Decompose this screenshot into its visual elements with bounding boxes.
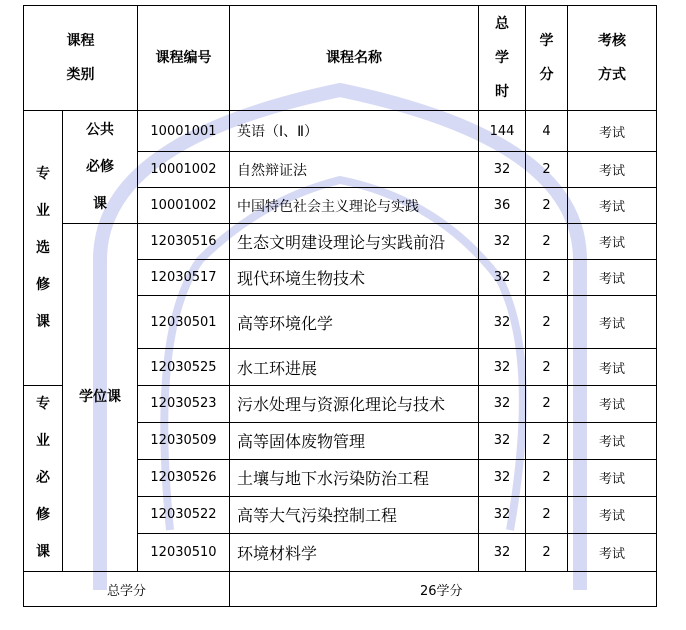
course-assessment: 考试: [568, 111, 657, 152]
course-credits: 4: [526, 111, 568, 152]
course-name: 中国特色社会主义理论与实践: [230, 188, 479, 224]
course-code: 12030522: [138, 496, 230, 533]
course-code: 12030525: [138, 349, 230, 386]
total-value: 26学分: [230, 572, 657, 607]
course-name: 污水处理与资源化理论与技术: [230, 386, 479, 423]
course-credits: 2: [526, 386, 568, 423]
course-name: 高等环境化学: [230, 296, 479, 349]
course-hours: 32: [479, 533, 526, 571]
course-credits: 2: [526, 533, 568, 571]
header-category: 课程 类别: [24, 6, 138, 111]
course-credits: 2: [526, 260, 568, 296]
course-hours: 32: [479, 296, 526, 349]
group-elective: 专业选修课: [24, 111, 63, 386]
course-credits: 2: [526, 422, 568, 459]
course-name: 高等大气污染控制工程: [230, 496, 479, 533]
course-name: 生态文明建设理论与实践前沿: [230, 224, 479, 260]
header-hours: 总 学 时: [479, 6, 526, 111]
course-name: 现代环境生物技术: [230, 260, 479, 296]
course-code: 12030523: [138, 386, 230, 423]
course-credits: 2: [526, 459, 568, 496]
course-hours: 32: [479, 386, 526, 423]
course-credits: 2: [526, 349, 568, 386]
course-name: 自然辩证法: [230, 152, 479, 188]
course-credits: 2: [526, 152, 568, 188]
course-hours: 32: [479, 260, 526, 296]
course-code: 12030509: [138, 422, 230, 459]
course-code: 12030516: [138, 224, 230, 260]
course-code: 12030510: [138, 533, 230, 571]
group-degree: 学位课: [63, 224, 138, 572]
course-table: [23, 5, 657, 607]
course-hours: 32: [479, 422, 526, 459]
course-hours: 32: [479, 349, 526, 386]
group-public: 公共 必修 课: [63, 111, 138, 224]
course-hours: 32: [479, 152, 526, 188]
course-hours: 144: [479, 111, 526, 152]
course-credits: 2: [526, 224, 568, 260]
course-code: 12030526: [138, 459, 230, 496]
course-code: 10001001: [138, 111, 230, 152]
course-code: 10001002: [138, 152, 230, 188]
course-credits: 2: [526, 496, 568, 533]
course-credits: 2: [526, 188, 568, 224]
course-code: 12030501: [138, 296, 230, 349]
course-name: 水工环进展: [230, 349, 479, 386]
course-assessment: 考试: [568, 386, 657, 423]
course-assessment: 考试: [568, 533, 657, 571]
header-code: 课程编号: [138, 6, 230, 111]
course-hours: 32: [479, 459, 526, 496]
course-assessment: 考试: [568, 459, 657, 496]
course-assessment: 考试: [568, 496, 657, 533]
header-name: 课程名称: [230, 6, 479, 111]
group-required: 专业必修课: [24, 386, 63, 572]
header-assessment: 考核 方式: [568, 6, 657, 111]
table-row: [24, 111, 657, 152]
course-code: 12030517: [138, 260, 230, 296]
course-assessment: 考试: [568, 422, 657, 459]
total-label: 总学分: [24, 572, 230, 607]
course-credits: 2: [526, 296, 568, 349]
course-name: 环境材料学: [230, 533, 479, 571]
course-name: 土壤与地下水污染防治工程: [230, 459, 479, 496]
header-row: [24, 6, 657, 111]
course-assessment: 考试: [568, 152, 657, 188]
course-name: 英语（Ⅰ、Ⅱ）: [230, 111, 479, 152]
course-assessment: 考试: [568, 188, 657, 224]
course-assessment: 考试: [568, 349, 657, 386]
header-credits: 学 分: [526, 6, 568, 111]
course-assessment: 考试: [568, 260, 657, 296]
total-row: [24, 572, 657, 607]
table-row: [24, 224, 657, 260]
course-assessment: 考试: [568, 224, 657, 260]
course-assessment: 考试: [568, 296, 657, 349]
course-hours: 36: [479, 188, 526, 224]
course-code: 10001002: [138, 188, 230, 224]
course-hours: 32: [479, 224, 526, 260]
course-name: 高等固体废物管理: [230, 422, 479, 459]
course-hours: 32: [479, 496, 526, 533]
